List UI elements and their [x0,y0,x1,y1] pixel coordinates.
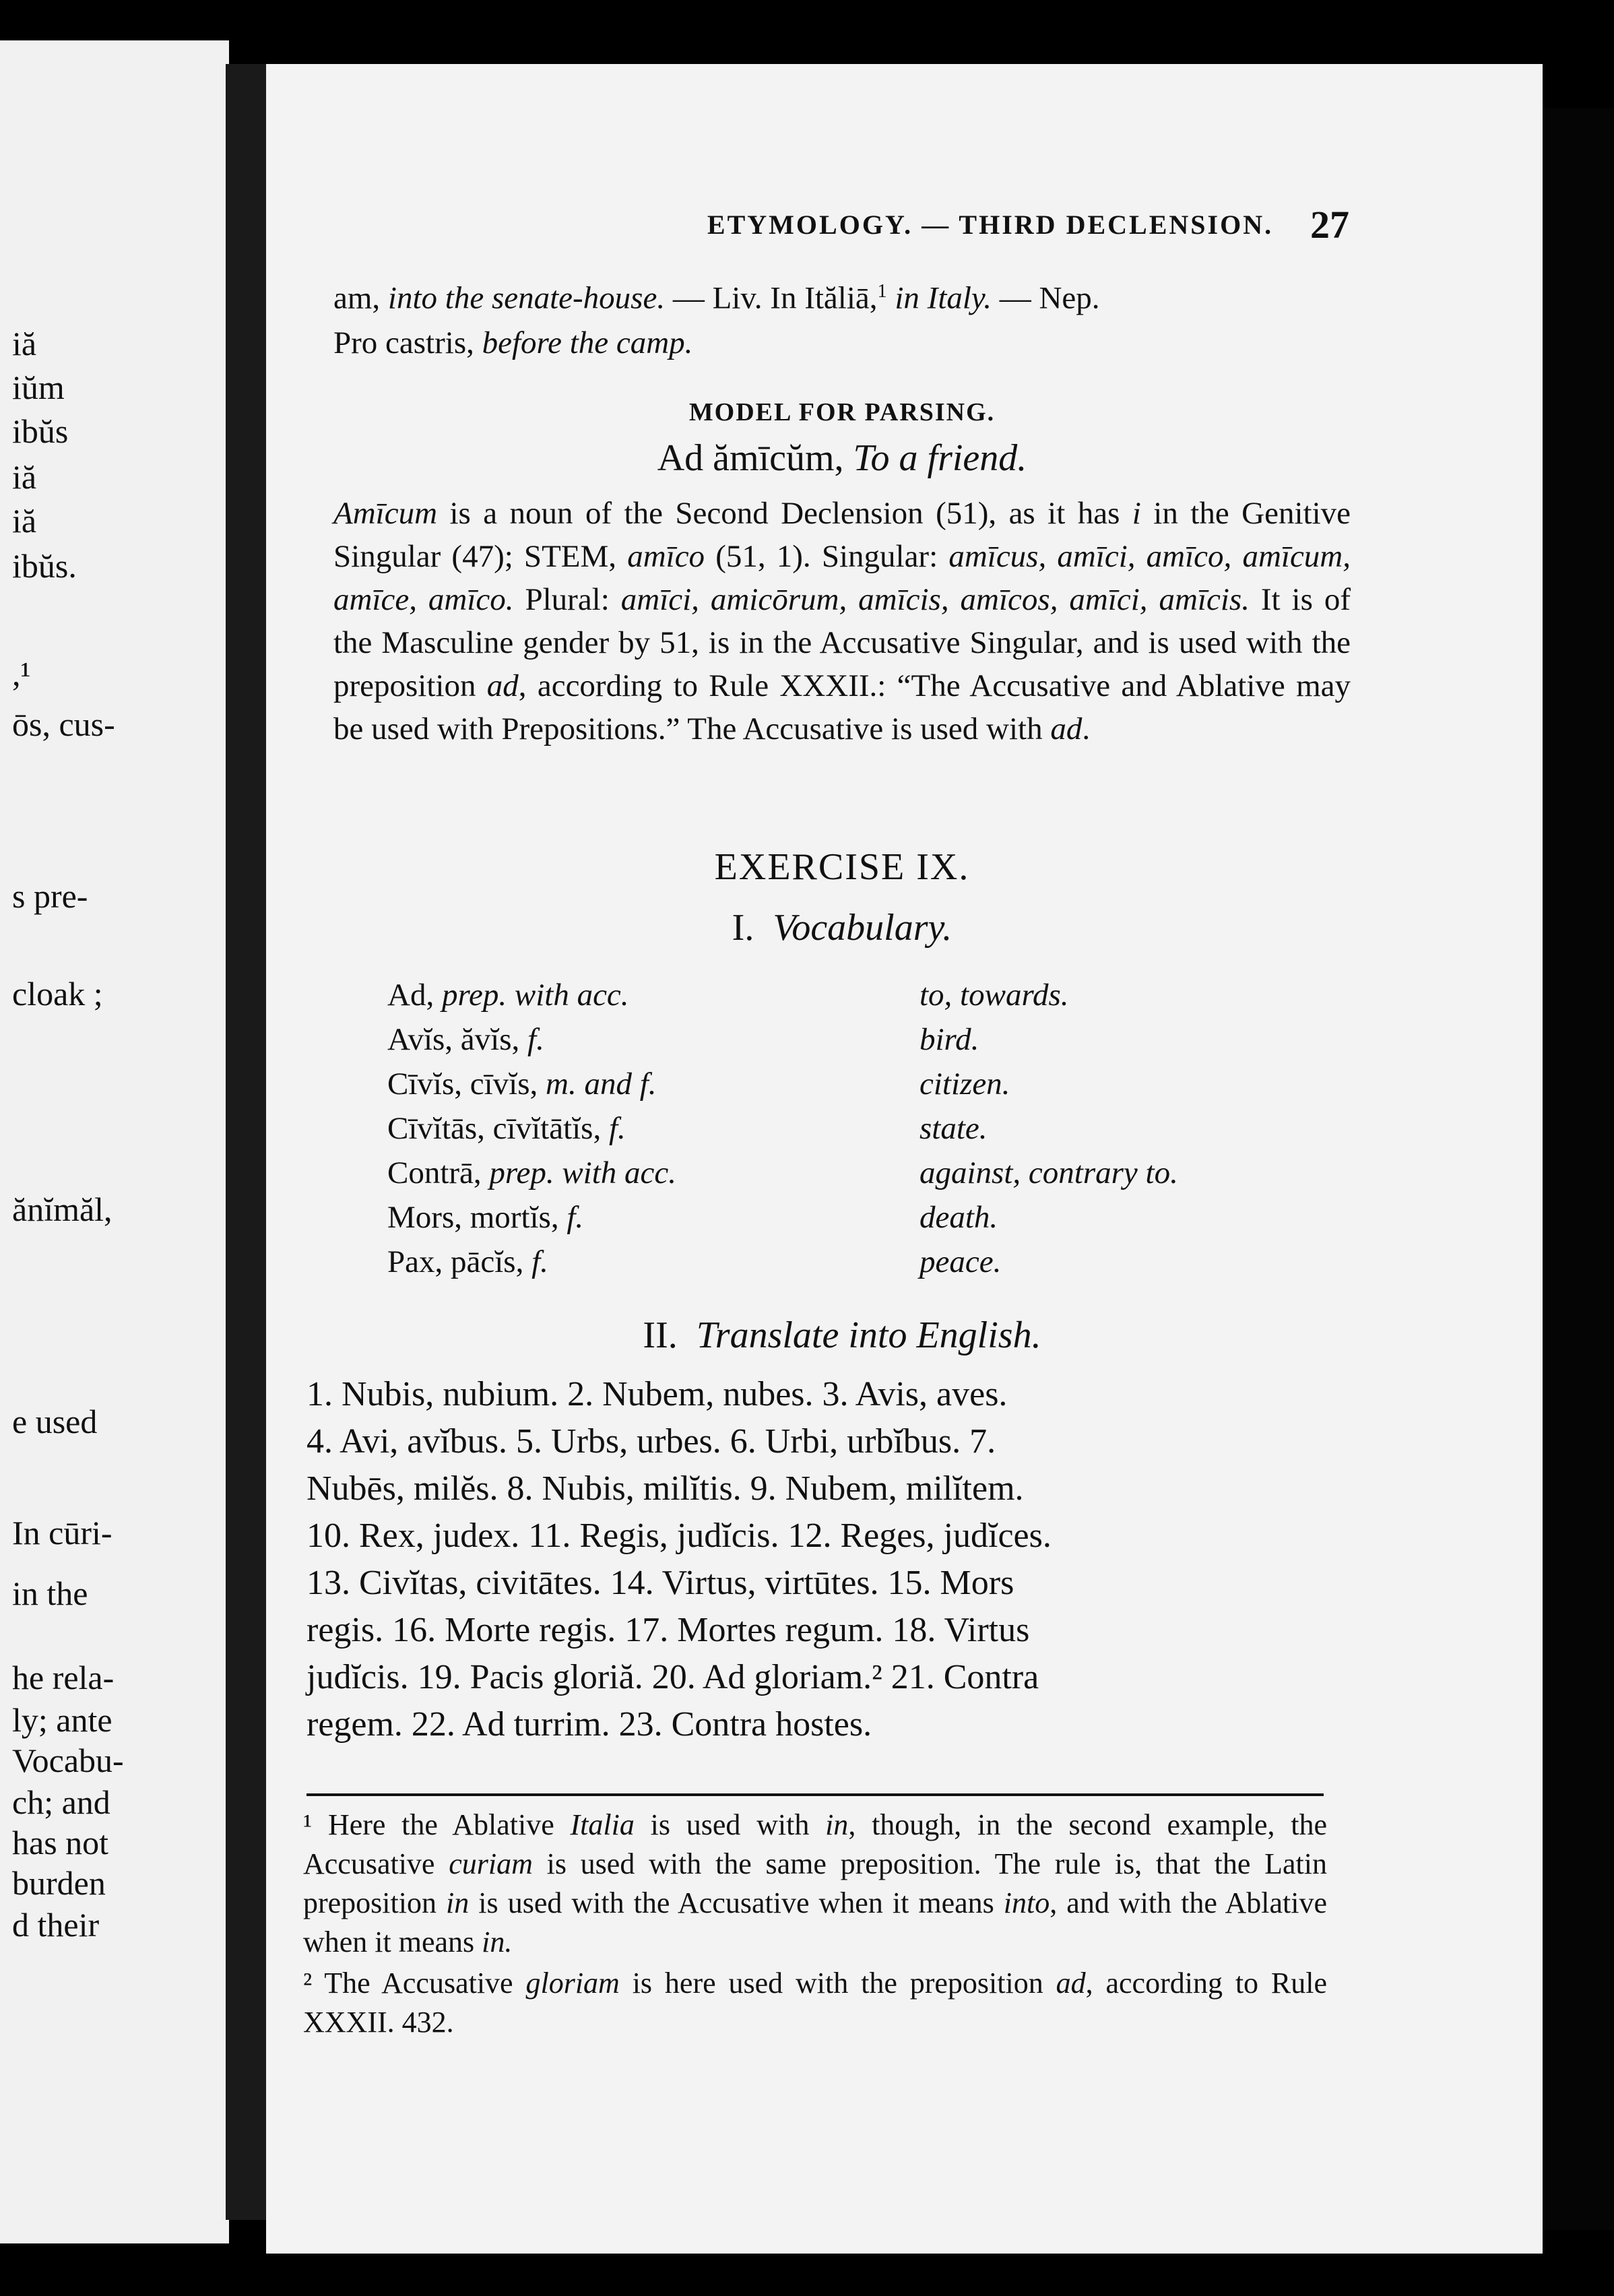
vocabulary-latin-word: Pax, pācĭs, [387,1244,532,1279]
intro-text-span: before the camp. [482,325,693,360]
footnote-span: is used with the same preposition. The rule is, that the Latin preposition [303,1847,1327,1919]
vocabulary-latin-word: Ad, [387,978,442,1013]
facing-page-text-fragment: in the [12,1574,88,1612]
model-paragraph-span: is a noun of the Second Declension (51), as it has [437,496,1132,531]
footnote-ref: 1 [877,281,887,302]
vocabulary-latin [387,1199,583,1236]
vocabulary-entry [387,1244,1330,1287]
intro-text-span: in Italy. [886,280,992,316]
vocabulary-entry [387,1021,1330,1064]
footnote-span: is used with [634,1808,826,1841]
intro-text-span: — Nep. [991,280,1100,316]
translate-heading-number: II. [643,1314,678,1356]
footnote-span: into [1003,1886,1050,1919]
model-paragraph-span: ad [1050,711,1083,746]
footnote-span: ² The Accusative [303,1967,526,2000]
vocabulary-latin [387,1155,676,1191]
vocabulary-latin [387,1244,548,1280]
footnote [303,1964,1327,2042]
footnote-span: is used with the Accusative when it means [469,1886,1004,1919]
facing-page-text-fragment: he rela- [12,1659,115,1696]
vocabulary-english: citizen. [919,1066,1010,1102]
translation-line: regem. 22. Ad turrim. 23. Contra hostes. [306,1705,872,1744]
translate-heading-text: Translate into English. [696,1314,1041,1356]
model-paragraph-span: (51, 1). Singular: [705,539,949,574]
model-subheading-english: To a friend. [853,437,1027,479]
facing-page-text-fragment: iă [12,325,37,362]
footnote-span: ad [1056,1967,1086,2000]
facing-page-text-fragment: ănĭmăl, [12,1190,112,1228]
vocabulary-english: death. [919,1200,998,1235]
page-number: 27 [1310,203,1349,247]
footnote-span: in [825,1808,849,1841]
vocabulary-entry [387,1066,1330,1109]
vocabulary-latin [387,1110,626,1147]
vocabulary-entry [387,1155,1330,1198]
vocabulary-latin [387,977,629,1013]
facing-page-text-fragment: In cūri- [12,1514,112,1552]
footnote-span: in. [482,1925,513,1958]
facing-page-text-fragment: d their [12,1906,100,1944]
translation-line: 13. Civĭtas, civitātes. 14. Virtus, virtūtes. 15. Mors [306,1564,1014,1602]
page-edge [1543,108,1614,2230]
vocabulary-latin-word: Cīvĭtās, cīvĭtātĭs, [387,1111,609,1146]
facing-page-text-fragment: iă [12,502,37,540]
vocabulary-english: peace. [919,1244,1002,1279]
facing-page-text-fragment: ibŭs [12,412,69,450]
facing-page-text-fragment: burden [12,1864,106,1902]
running-title: ETYMOLOGY. — THIRD DECLENSION. [707,210,1274,240]
intro-text-span: into the senate-house. [387,280,666,316]
footnote-span: gloriam [525,1967,620,2000]
model-paragraph-span: ad [486,668,519,703]
vocabulary-heading-number: I. [732,907,754,949]
vocabulary-latin [387,1021,544,1058]
facing-page-text-fragment: ,¹ [12,655,31,693]
vocabulary-latin-word: Avĭs, ăvĭs, [387,1022,528,1057]
vocabulary-grammar: f. [567,1200,584,1235]
model-paragraph-span: . [1082,711,1091,746]
vocabulary-latin [387,1066,657,1102]
footnote-span: , and with the Ablative when it means [303,1886,1327,1958]
model-paragraph-span: , according to Rule XXXII.: “The Accusative and Ablative may be used with Prepositions.” The Accusative is used with [333,668,1351,746]
facing-page-fragment [0,40,229,2243]
vocabulary-latin-word: Mors, mortĭs, [387,1200,567,1235]
footnote-rule [306,1793,1324,1796]
translation-line: judĭcis. 19. Pacis gloriă. 20. Ad gloriam.² 21. Contra [306,1658,1039,1696]
footnote-span: curiam [449,1847,533,1880]
book-page [266,64,1543,2254]
vocabulary-entry [387,1110,1330,1153]
translation-line: 4. Avi, avĭbus. 5. Urbs, urbes. 6. Urbi, urbĭbus. 7. [306,1422,996,1461]
vocabulary-english: state. [919,1111,988,1146]
facing-page-text-fragment: ly; ante [12,1701,112,1739]
model-paragraph-span: Amīcum [333,496,438,531]
vocabulary-latin-word: Cīvĭs, cīvĭs, [387,1066,546,1102]
footnote-span: ¹ Here the Ablative [303,1808,571,1841]
vocabulary-entry [387,977,1330,1020]
footnote-span: is here used with the preposition [619,1967,1056,2000]
vocabulary-english: against, contrary to. [919,1155,1178,1190]
vocabulary-grammar: m. and f. [546,1066,657,1102]
vocabulary-english: to, towards. [919,978,1069,1013]
vocabulary-grammar: f. [608,1111,626,1146]
translation-line: Nubēs, milĕs. 8. Nubis, milĭtis. 9. Nubem, milĭtem. [306,1469,1024,1508]
model-paragraph-span: amīci, amicōrum, amīcis, amīcos, amīci, amīcis. [620,582,1250,617]
model-paragraph-span: amīcus, amīci, amīco, amīcum, amīce, amīco. [333,539,1351,617]
footnote-span: in [446,1886,470,1919]
model-paragraph-span: It is of the Masculine gender by 51, is in the Accusative Singular, and is used with the preposition [333,582,1351,703]
footnote [303,1806,1327,1962]
model-paragraph-span: in the Genitive Singular (47); STEM, [333,496,1351,574]
facing-page-text-fragment: e used [12,1403,98,1440]
translation-line: 10. Rex, judex. 11. Regis, judĭcis. 12. Reges, judĭces. [306,1517,1052,1555]
facing-page-text-fragment: iă [12,458,37,496]
model-paragraph-span: amīco [627,539,705,574]
vocabulary-heading [333,906,1351,949]
model-heading: MODEL FOR PARSING. [688,398,996,426]
vocabulary-latin-word: Contrā, [387,1155,490,1190]
facing-page-text-fragment: has not [12,1824,109,1861]
facing-page-text-fragment: s pre- [12,877,88,915]
intro-text [333,269,1351,365]
translation-line: 1. Nubis, nubium. 2. Nubem, nubes. 3. Avis, aves. [306,1375,1008,1413]
translation-line: regis. 16. Morte regis. 17. Mortes regum. 18. Virtus [306,1611,1030,1649]
intro-text-span: Pro castris, [333,325,482,360]
vocabulary-grammar: f. [531,1244,548,1279]
footnote-span: , though, in the second example, the Accusative [303,1808,1327,1880]
facing-page-text-fragment: Vocabu- [12,1742,124,1779]
facing-page-text-fragment: ibŭs. [12,547,77,585]
translate-heading [333,1314,1351,1357]
facing-page-text-fragment: ōs, cus- [12,705,115,743]
vocabulary-heading-text: Vocabulary. [773,907,953,949]
model-subheading [333,437,1351,480]
intro-text-span: am, [333,280,388,316]
footnote-span: Italia [570,1808,635,1841]
facing-page-text-fragment: iŭm [12,369,65,406]
facing-page-text-fragment: cloak ; [12,975,103,1013]
intro-text-span: — Liv. In Ităliā, [665,280,878,316]
vocabulary-grammar: prep. with acc. [441,978,629,1013]
vocabulary-english: bird. [919,1022,979,1057]
vocabulary-grammar: f. [527,1022,544,1057]
facing-page-text-fragment: ch; and [12,1783,110,1821]
vocabulary-grammar: prep. with acc. [489,1155,677,1190]
exercise-title: EXERCISE IX. [714,846,970,888]
model-paragraph-span: Plural: [513,582,621,617]
model-paragraph [333,492,1351,751]
vocabulary-entry [387,1199,1330,1242]
footnote-span: , according to Rule XXXII. 432. [303,1967,1328,2039]
model-paragraph-span: i [1132,496,1141,531]
model-subheading-latin: Ad ămīcŭm, [657,437,844,479]
